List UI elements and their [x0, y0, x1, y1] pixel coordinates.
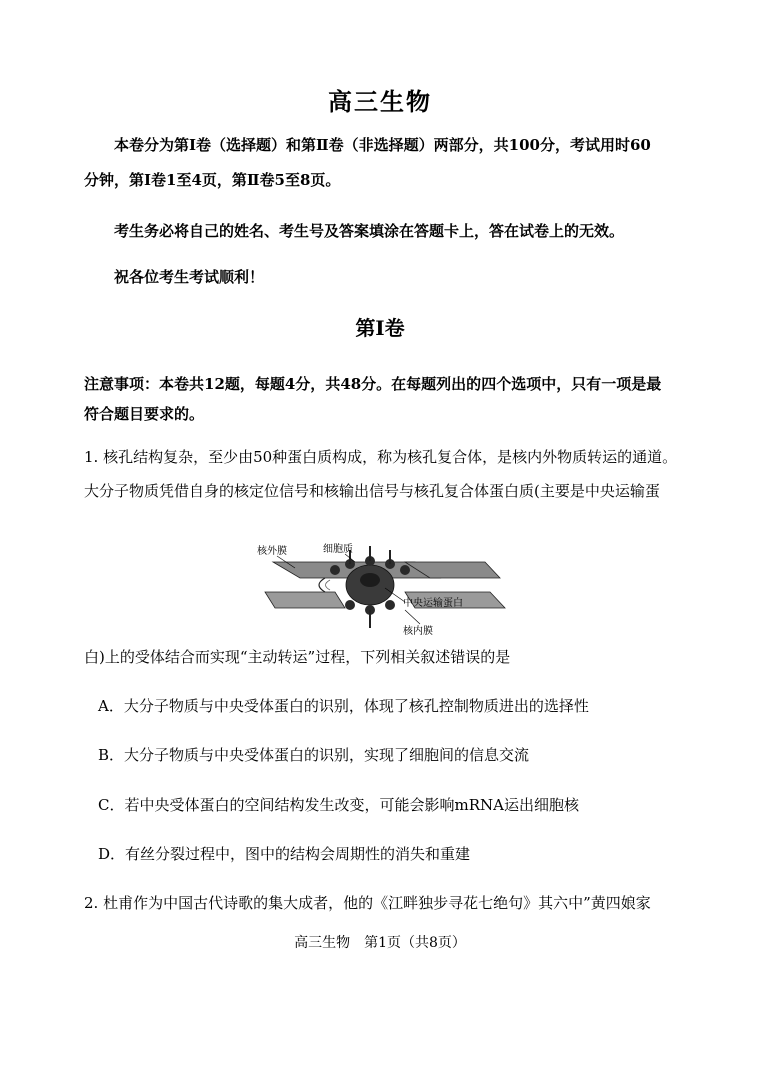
- option-c: C．若中央受体蛋白的空间结构发生改变，可能会影响mRNA运出细胞核: [98, 796, 579, 814]
- option-a: A．大分子物质与中央受体蛋白的识别，体现了核孔控制物质进出的选择性: [98, 697, 589, 715]
- option-d: D．有丝分裂过程中，图中的结构会周期性的消失和重建: [98, 845, 471, 863]
- intro-line-1: 本卷分为第Ⅰ卷（选择题）和第Ⅱ卷（非选择题）两部分，共100分，考试用时60: [114, 136, 651, 154]
- question-1-line-1: 1. 核孔结构复杂，至少由50种蛋白质构成，称为核孔复合体，是核内外物质转运的通道。: [84, 448, 678, 466]
- instructions-line-2: 符合题目要求的。: [84, 405, 205, 423]
- wish-text: 祝各位考生考试顺利！: [114, 268, 265, 286]
- figure-label-cytoplasm: 细胞质: [323, 544, 353, 555]
- figure-label-outer-membrane: 核外膜: [257, 546, 287, 557]
- option-b: B．大分子物质与中央受体蛋白的识别，实现了细胞间的信息交流: [98, 746, 530, 764]
- notice-text: 考生务必将自己的姓名、考生号及答案填涂在答题卡上，答在试卷上的无效。: [114, 222, 625, 240]
- page-title: 高三生物: [328, 87, 432, 116]
- question-2-line-1: 2. 杜甫作为中国古代诗歌的集大成者，他的《江畔独步寻花七绝句》其六中”黄四娘家: [84, 894, 651, 912]
- section-title: 第Ⅰ卷: [355, 316, 405, 340]
- nuclear-pore-figure: [255, 540, 515, 640]
- intro-line-2: 分钟，第Ⅰ卷1至4页，第Ⅱ卷5至8页。: [84, 171, 341, 189]
- question-1-line-3: 白)上的受体结合而实现“主动转运”过程，下列相关叙述错误的是: [84, 648, 511, 666]
- figure-label-inner-membrane: 核内膜: [403, 626, 433, 637]
- instructions-line-1: 注意事项：本卷共12题，每题4分，共48分。在每题列出的四个选项中，只有一项是最: [84, 375, 662, 393]
- page-footer: 高三生物 第1页（共8页）: [294, 935, 466, 951]
- figure-label-central-transport-protein: 中央运输蛋白: [403, 598, 463, 609]
- question-1-line-2: 大分子物质凭借自身的核定位信号和核输出信号与核孔复合体蛋白质(主要是中央运输蛋: [84, 482, 660, 500]
